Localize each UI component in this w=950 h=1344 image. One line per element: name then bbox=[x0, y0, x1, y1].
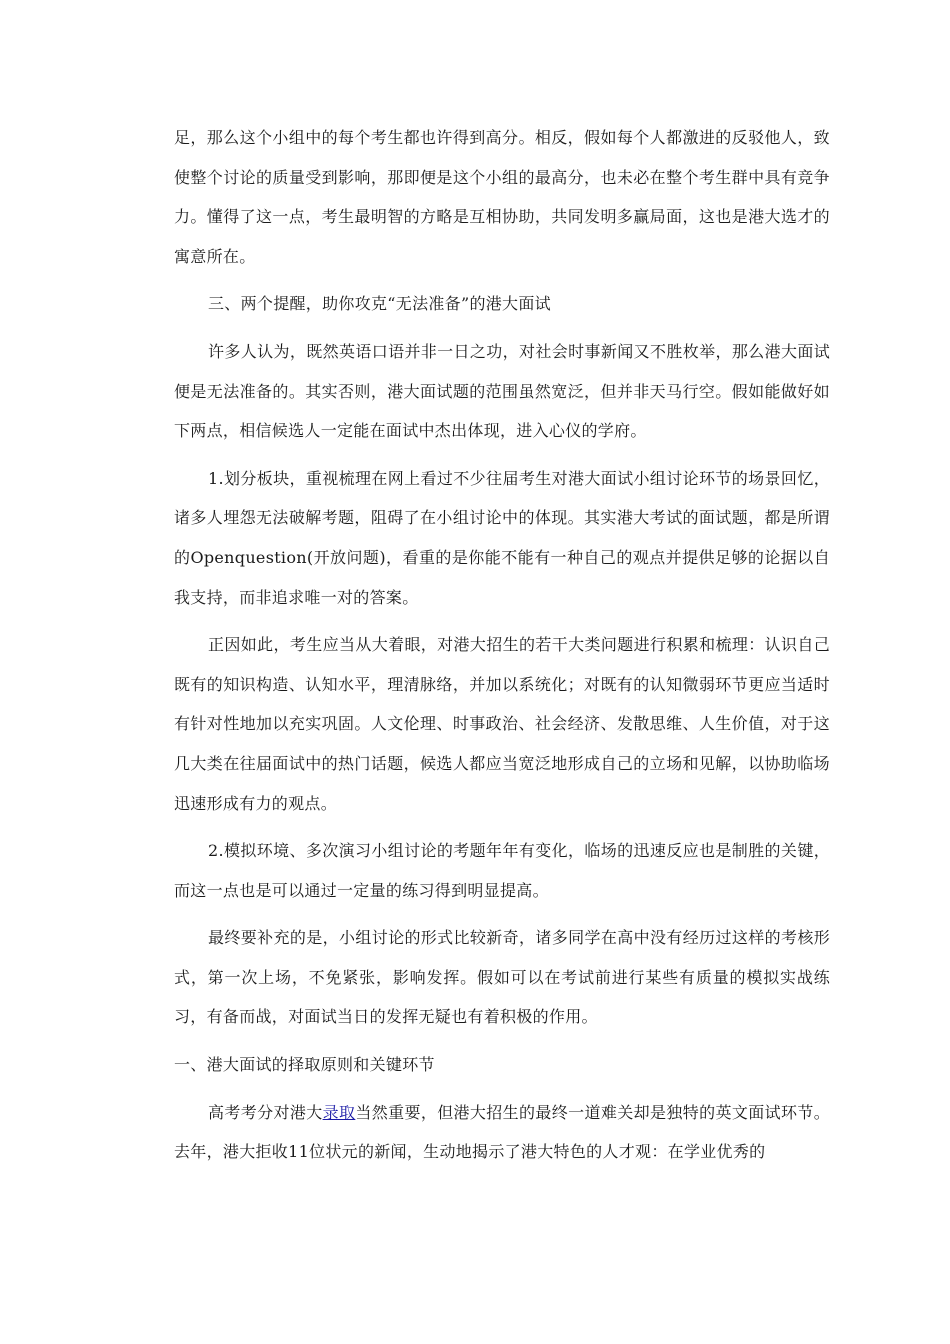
paragraph-text-after-link: 当然重要，但港大招生的最终一道难关却是独特的英文面试环节。去年，港大拒收11位状元的新闻，生动地揭示了港大特色的人才观：在学业优秀的 bbox=[174, 1102, 830, 1162]
paragraph-continuation: 足，那么这个小组中的每个考生都也许得到高分。相反，假如每个人都激进的反驳他人，致使整个讨论的质量受到影响，那即便是这个小组的最高分，也未必在整个考生群中具有竞争力。懂得了这一点，考生最明智的方略是互相协助，共同发明多赢局面，这也是港大选才的寓意所在。 bbox=[174, 128, 830, 266]
admission-link[interactable]: 录取 bbox=[322, 1102, 356, 1122]
document-page bbox=[174, 118, 830, 1172]
paragraph-gaokao-score bbox=[174, 1093, 830, 1172]
paragraph-tip-one: 1.划分板块，重视梳理在网上看过不少往届考生对港大面试小组讨论环节的场景回忆，诸多人埋怨无法破解考题，阻碍了在小组讨论中的体现。其实港大考试的面试题，都是所谓的Openquestion(开放问题)，看重的是你能不能有一种自己的观点并提供足够的论据以自我支持，而非追求唯一对的答案。 bbox=[174, 468, 830, 607]
paragraph-text-before-link: 高考考分对港大 bbox=[208, 1102, 323, 1122]
section-heading-principles: 一、港大面试的择取原则和关键环节 bbox=[174, 1055, 435, 1075]
paragraph-many-think: 许多人认为，既然英语口语并非一日之功，对社会时事新闻又不胜枚举，那么港大面试便是无法准备的。其实否则，港大面试题的范围虽然宽泛，但并非天马行空。假如能做好如下两点，相信候选人一定能在面试中杰出体现，进入心仪的学府。 bbox=[174, 341, 830, 441]
paragraph-finally: 最终要补充的是，小组讨论的形式比较新奇，诸多同学在高中没有经历过这样的考核形式，第一次上场，不免紧张，影响发挥。假如可以在考试前进行某些有质量的模拟实战练习，有备而战，对面试当日的发挥无疑也有着积极的作用。 bbox=[174, 928, 830, 1027]
paragraph-therefore: 正因如此，考生应当从大着眼，对港大招生的若干大类问题进行积累和梳理：认识自己既有的知识构造、认知水平，理清脉络，并加以系统化；对既有的认知微弱环节更应当适时有针对性地加以充实巩固。人文伦理、时事政治、社会经济、发散思维、人生价值，对于这几大类在往届面试中的热门话题，候选人都应当宽泛地形成自己的立场和见解，以协助临场迅速形成有力的观点。 bbox=[174, 635, 830, 813]
section-heading-two-tips: 三、两个提醒，助你攻克“无法准备”的港大面试 bbox=[208, 294, 551, 314]
paragraph-tip-two: 2.模拟环境、多次演习小组讨论的考题年年有变化，临场的迅速反应也是制胜的关键，而这一点也是可以通过一定量的练习得到明显提高。 bbox=[174, 841, 830, 900]
